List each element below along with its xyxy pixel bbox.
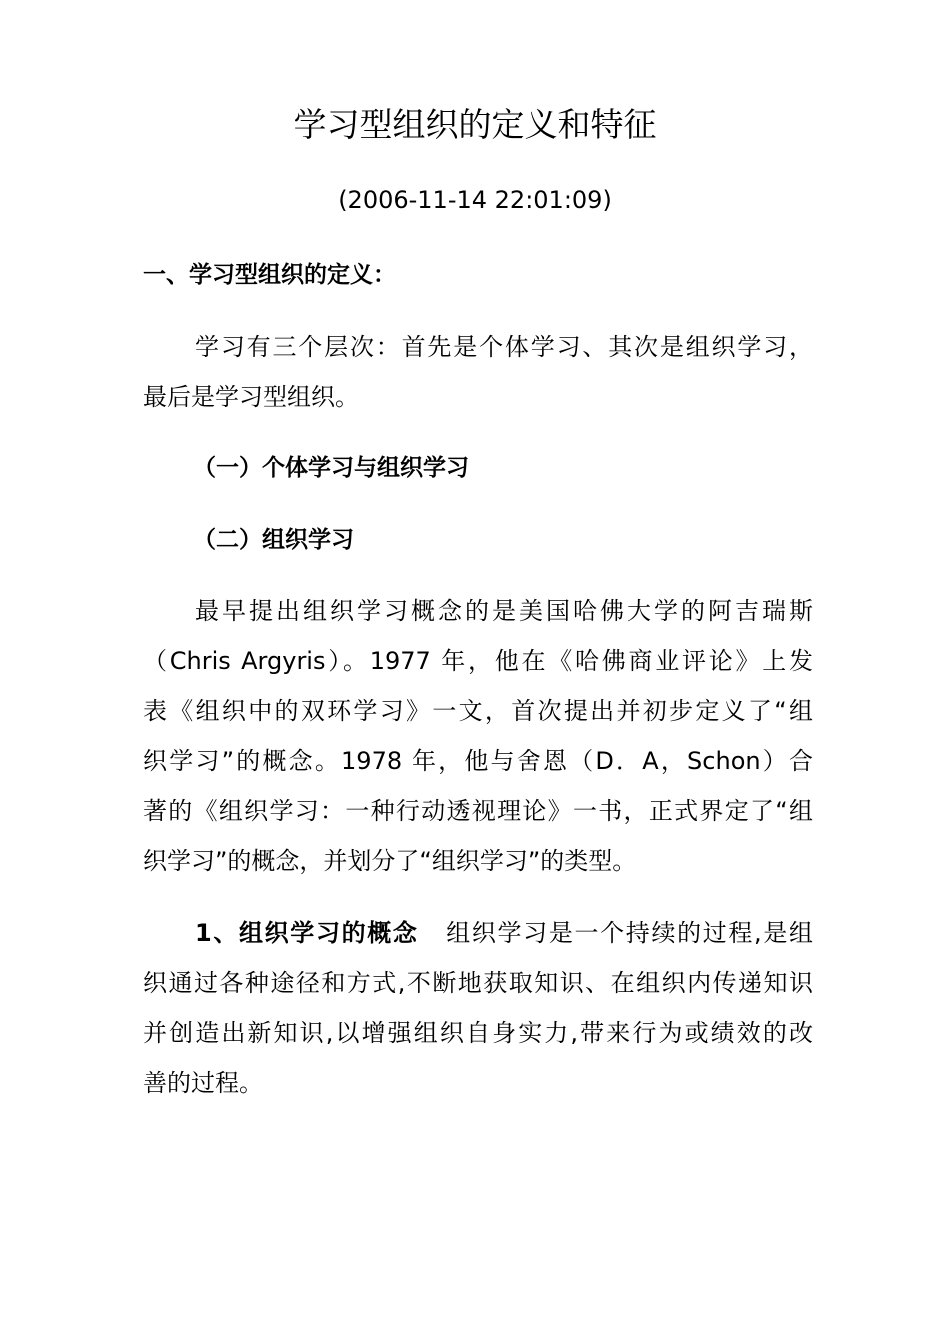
section-heading-definition: 一、学习型组织的定义： (143, 262, 396, 288)
paragraph-line: 善的过程。 (143, 1069, 263, 1097)
document-date: (2006-11-14 22:01:09) (338, 186, 612, 214)
paragraph-argyris-history (143, 586, 813, 886)
paragraph-learning-levels (143, 322, 813, 422)
paragraph-line: 学习有三个层次：首先是个体学习、其次是组织学习， (195, 333, 813, 361)
paragraph-line: 并创造出新知识,以增强组织自身实力,带来行为或绩效的改 (143, 1019, 813, 1047)
paragraph-line: 织学习”的概念。1978 年，他与舍恩（D．A，Schon）合 (143, 747, 813, 775)
paragraph-concept-definition (143, 908, 813, 1108)
concept-lead-text: 组织学习是一个持续的过程,是组 (444, 919, 813, 947)
concept-lead-label: 1、组织学习的概念 (195, 919, 419, 947)
paragraph-line: （Chris Argyris）。1977 年，他在《哈佛商业评论》上发 (143, 647, 813, 675)
paragraph-line: 织学习”的概念，并划分了“组织学习”的类型。 (143, 847, 637, 875)
sub-heading-organizational-learning: （二）组织学习 (193, 527, 354, 553)
paragraph-line: 最早提出组织学习概念的是美国哈佛大学的阿吉瑞斯 (195, 597, 813, 625)
paragraph-line: 著的《组织学习：一种行动透视理论》一书，正式界定了“组 (143, 797, 813, 825)
paragraph-line: 表《组织中的双环学习》一文，首次提出并初步定义了“组 (143, 697, 813, 725)
document-title: 学习型组织的定义和特征 (293, 105, 657, 144)
sub-heading-individual-organizational-learning: （一）个体学习与组织学习 (193, 455, 469, 481)
paragraph-line: 最后是学习型组织。 (143, 383, 359, 411)
paragraph-line (143, 908, 813, 958)
paragraph-line: 织通过各种途径和方式,不断地获取知识、在组织内传递知识 (143, 969, 813, 997)
